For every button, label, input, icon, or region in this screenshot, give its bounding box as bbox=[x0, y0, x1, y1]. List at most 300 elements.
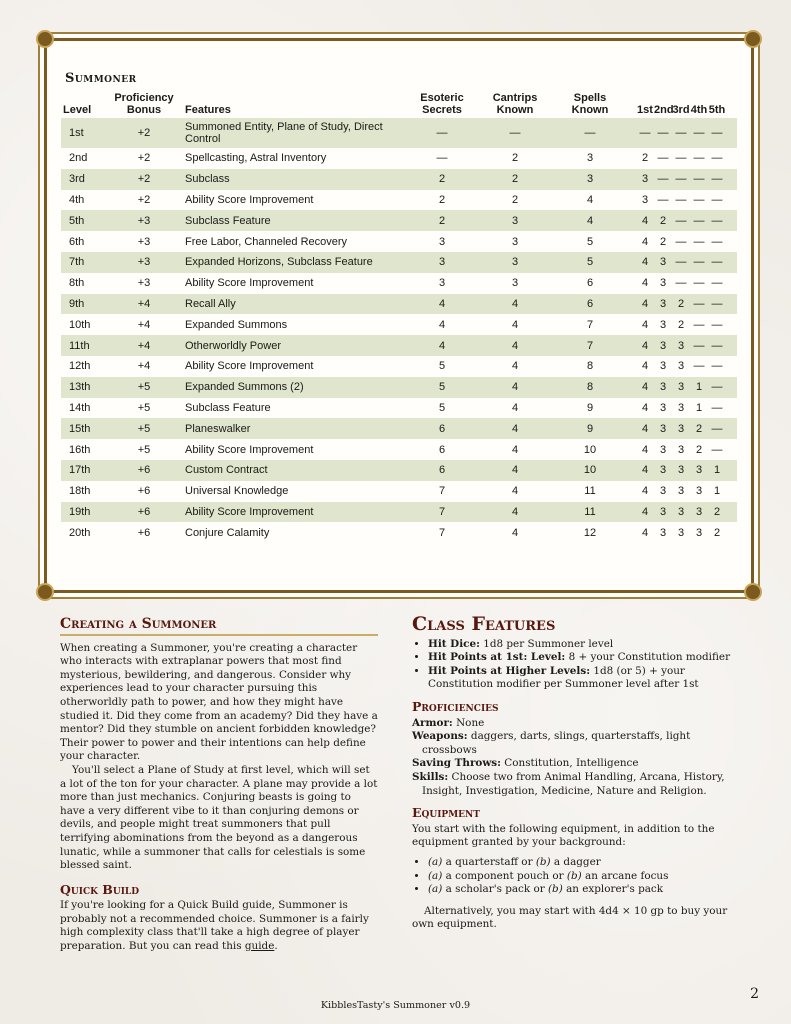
spell-slot-value: — bbox=[711, 256, 723, 269]
saving-throws-label: Saving Throws: bbox=[412, 757, 501, 770]
spell-slot-value: — bbox=[711, 235, 723, 248]
cell-level: 11th bbox=[69, 339, 90, 352]
spell-slot-value: 2 bbox=[659, 235, 667, 248]
spell-slot-value: — bbox=[711, 360, 723, 373]
spell-slot-value: 4 bbox=[641, 297, 649, 310]
creating-paragraph-1: When creating a Summoner, you're creating a character who interacts with extraplanar powers that most find mysterious, bewildering, and dangerous. Consider why experiences lead to your character pursuing this otherworldly path to power, and how they might have studied it. Did they come from an academy? Did they have a mentor? Did they stumble on ancient forbidden knowledge? Their power to power and their intentions can help define your character. bbox=[60, 641, 378, 763]
spell-slot-value: 4 bbox=[641, 464, 649, 477]
cell-spell-slots bbox=[625, 502, 737, 523]
frame-corner-ornament bbox=[36, 583, 54, 601]
cell-spells: 8 bbox=[586, 381, 594, 394]
cell-spells: 5 bbox=[586, 256, 594, 269]
spell-slot-value: — bbox=[675, 152, 687, 165]
spell-slot-value: 3 bbox=[677, 443, 685, 456]
header-slot: 5th bbox=[708, 104, 726, 116]
spell-slot-value: 3 bbox=[659, 277, 667, 290]
spell-slot-value: 3 bbox=[659, 360, 667, 373]
cell-features: Ability Score Improvement bbox=[185, 193, 314, 206]
cell-cantrips: 4 bbox=[511, 464, 519, 477]
cell-cantrips: — bbox=[509, 127, 521, 139]
cell-features: Subclass bbox=[185, 173, 230, 186]
spell-slot-value: — bbox=[657, 173, 669, 186]
option-a-text: a quarterstaff or bbox=[445, 855, 533, 868]
cell-level: 2nd bbox=[69, 152, 88, 165]
cell-spell-slots bbox=[625, 252, 737, 273]
spell-slot-value: — bbox=[711, 297, 723, 310]
armor-label: Armor: bbox=[412, 716, 453, 729]
spell-slot-value: 2 bbox=[695, 443, 703, 456]
cell-level: 12th bbox=[69, 360, 91, 373]
spell-slot-value: — bbox=[711, 127, 723, 139]
weapons-label: Weapons: bbox=[412, 730, 468, 743]
cell-spells: 6 bbox=[586, 297, 594, 310]
table-body bbox=[61, 118, 737, 543]
spell-slot-value: 2 bbox=[713, 526, 721, 539]
option-b-text: an arcane focus bbox=[585, 869, 669, 882]
hit-dice-label: Hit Dice: bbox=[428, 637, 480, 650]
table-row bbox=[61, 210, 737, 231]
cell-spells: 9 bbox=[586, 401, 594, 414]
cell-esoteric: 3 bbox=[438, 235, 446, 248]
cell-spells: 11 bbox=[584, 505, 596, 518]
spell-slot-value: — bbox=[675, 193, 687, 206]
spell-slot-value: 3 bbox=[677, 360, 685, 373]
table-row bbox=[61, 418, 737, 439]
spell-slot-value: 4 bbox=[641, 381, 649, 394]
cell-proficiency: +5 bbox=[137, 381, 151, 394]
spell-slot-value: — bbox=[693, 297, 705, 310]
equipment-list bbox=[412, 856, 732, 897]
cell-features: Subclass Feature bbox=[185, 401, 271, 414]
cell-spells: 3 bbox=[586, 173, 594, 186]
spell-slot-value: — bbox=[675, 173, 687, 186]
cell-level: 20th bbox=[69, 526, 91, 539]
guide-link[interactable]: guide bbox=[244, 940, 275, 953]
spell-slot-value: 3 bbox=[659, 505, 667, 518]
spell-slot-value: 1 bbox=[695, 381, 703, 394]
equipment-alternative: Alternatively, you may start with 4d4 × 10 gp to buy your own equipment. bbox=[412, 904, 728, 931]
cell-features: Planeswalker bbox=[185, 422, 251, 435]
cell-proficiency: +2 bbox=[137, 152, 151, 165]
header-slot: 3rd bbox=[672, 104, 690, 116]
cell-esoteric: 4 bbox=[438, 339, 446, 352]
hit-points-list bbox=[412, 638, 732, 692]
spell-slot-value: 3 bbox=[677, 422, 685, 435]
cell-spells: 10 bbox=[583, 443, 597, 456]
spell-slot-value: — bbox=[693, 318, 705, 331]
table-row bbox=[61, 314, 737, 335]
spell-slot-value: 4 bbox=[641, 318, 649, 331]
cell-cantrips: 4 bbox=[511, 297, 519, 310]
cell-features: Universal Knowledge bbox=[185, 485, 289, 498]
spell-slot-value: 3 bbox=[659, 485, 667, 498]
cell-esoteric: 2 bbox=[438, 173, 446, 186]
spell-slot-value: 4 bbox=[641, 339, 649, 352]
quick-build-paragraph bbox=[60, 899, 378, 953]
spell-slot-value: 4 bbox=[641, 256, 649, 269]
spell-slot-value: 2 bbox=[677, 297, 685, 310]
spell-slot-value: — bbox=[639, 127, 651, 139]
spell-slot-value: 3 bbox=[659, 256, 667, 269]
spell-slot-value: 4 bbox=[641, 526, 649, 539]
cell-level: 19th bbox=[69, 505, 91, 518]
cell-cantrips: 2 bbox=[511, 173, 519, 186]
cell-features: Ability Score Improvement bbox=[185, 277, 314, 290]
spell-slot-value: 1 bbox=[713, 485, 721, 498]
spell-slot-value: — bbox=[693, 277, 705, 290]
table-row bbox=[61, 231, 737, 252]
spell-slot-value: 3 bbox=[659, 339, 667, 352]
cell-level: 3rd bbox=[69, 173, 85, 186]
cell-spell-slots bbox=[625, 148, 737, 169]
cell-proficiency: +4 bbox=[137, 339, 151, 352]
quick-build-text: If you're looking for a Quick Build guide, Summoner is probably not a recommended choice. Summoner is a fairly high complexity class that'll take a high degree of player preparation. But you can read this bbox=[60, 899, 369, 953]
spell-slot-value: 3 bbox=[659, 526, 667, 539]
header-esoteric: Esoteric Secrets bbox=[420, 92, 464, 116]
cell-spells: 7 bbox=[586, 339, 594, 352]
cell-level: 8th bbox=[69, 277, 85, 290]
cell-cantrips: 4 bbox=[511, 381, 519, 394]
cell-spell-slots bbox=[625, 294, 737, 315]
page-footer: KibblesTasty's Summoner v0.9 bbox=[320, 1000, 471, 1011]
cell-cantrips: 3 bbox=[511, 214, 519, 227]
spell-slot-value: — bbox=[693, 214, 705, 227]
spell-slot-value: 3 bbox=[695, 464, 703, 477]
cell-spells: 11 bbox=[584, 485, 596, 498]
cell-features: Subclass Feature bbox=[185, 214, 271, 227]
cell-level: 6th bbox=[69, 235, 85, 248]
list-item bbox=[428, 638, 732, 652]
table-header-row bbox=[61, 92, 737, 118]
spell-slot-value: 3 bbox=[677, 401, 685, 414]
list-item bbox=[428, 870, 732, 884]
equipment-heading: Equipment bbox=[412, 805, 480, 821]
cell-level: 7th bbox=[69, 256, 85, 269]
saving-throws-line bbox=[412, 757, 732, 771]
table-row bbox=[61, 356, 737, 377]
spell-slot-value: — bbox=[693, 256, 705, 269]
cell-proficiency: +4 bbox=[137, 360, 151, 373]
cell-esoteric: 3 bbox=[438, 256, 446, 269]
cell-spell-slots bbox=[625, 418, 737, 439]
class-features-heading: Class Features bbox=[412, 613, 556, 635]
cell-spell-slots bbox=[625, 439, 737, 460]
cell-cantrips: 4 bbox=[511, 505, 519, 518]
spell-slot-value: 3 bbox=[659, 443, 667, 456]
option-b: (b) bbox=[535, 855, 551, 868]
cell-level: 16th bbox=[69, 443, 91, 456]
cell-cantrips: 3 bbox=[511, 277, 519, 290]
summoner-class-table bbox=[61, 92, 737, 543]
option-a-text: a component pouch or bbox=[445, 869, 564, 882]
frame-corner-ornament bbox=[744, 30, 762, 48]
quick-build-end: . bbox=[274, 940, 278, 953]
cell-cantrips: 4 bbox=[511, 443, 519, 456]
spell-slot-value: — bbox=[675, 214, 687, 227]
right-column bbox=[412, 613, 732, 932]
spell-slot-value: — bbox=[675, 235, 687, 248]
header-slot: 1st bbox=[637, 104, 653, 116]
spell-slot-value: 4 bbox=[641, 360, 649, 373]
spell-slot-value: 3 bbox=[695, 485, 703, 498]
proficiencies-heading: Proficiencies bbox=[412, 698, 499, 714]
cell-features: Custom Contract bbox=[185, 464, 268, 477]
spell-slot-value: 3 bbox=[659, 464, 667, 477]
cell-cantrips: 4 bbox=[511, 422, 519, 435]
cell-spell-slots bbox=[625, 169, 737, 190]
hp-first-level-value: 8 + your Constitution modifier bbox=[568, 651, 731, 664]
cell-esoteric: 3 bbox=[438, 277, 446, 290]
spell-slot-value: 3 bbox=[659, 318, 667, 331]
cell-esoteric: 6 bbox=[438, 464, 446, 477]
option-a: (a) bbox=[428, 855, 443, 868]
cell-level: 5th bbox=[69, 214, 85, 227]
spell-slot-value: 4 bbox=[641, 422, 649, 435]
cell-level: 10th bbox=[69, 318, 91, 331]
class-table-frame bbox=[44, 38, 754, 593]
cell-spell-slots bbox=[625, 398, 737, 419]
cell-features: Ability Score Improvement bbox=[185, 505, 314, 518]
cell-esoteric: 7 bbox=[438, 505, 446, 518]
cell-features: Conjure Calamity bbox=[185, 526, 270, 539]
cell-level: 4th bbox=[69, 193, 85, 206]
cell-proficiency: +2 bbox=[137, 127, 151, 139]
cell-level: 9th bbox=[69, 297, 85, 310]
spell-slot-value: — bbox=[711, 193, 723, 206]
table-row bbox=[61, 118, 737, 148]
cell-esoteric: 5 bbox=[438, 401, 446, 414]
cell-spells: 9 bbox=[586, 422, 594, 435]
list-item bbox=[428, 856, 732, 870]
spell-slot-value: 3 bbox=[677, 381, 685, 394]
cell-proficiency: +5 bbox=[137, 422, 151, 435]
list-item bbox=[428, 651, 732, 665]
cell-esoteric: 7 bbox=[438, 526, 446, 539]
header-proficiency: Proficiency Bonus bbox=[114, 92, 174, 116]
option-a-text: a scholar's pack or bbox=[445, 883, 545, 896]
option-a: (a) bbox=[428, 869, 443, 882]
cell-proficiency: +4 bbox=[137, 297, 151, 310]
table-row bbox=[61, 481, 737, 502]
spell-slot-value: 2 bbox=[695, 422, 703, 435]
option-b-text: an explorer's pack bbox=[566, 883, 664, 896]
frame-corner-ornament bbox=[36, 30, 54, 48]
spell-slot-value: 4 bbox=[641, 401, 649, 414]
list-item bbox=[428, 665, 732, 692]
spell-slot-value: — bbox=[693, 127, 705, 139]
cell-spells: 4 bbox=[586, 214, 594, 227]
spell-slot-value: 3 bbox=[677, 505, 685, 518]
cell-esoteric: 4 bbox=[438, 318, 446, 331]
skills-value: Choose two from Animal Handling, Arcana, History, Insight, Investigation, Medicine, Nature and Religion. bbox=[422, 770, 725, 797]
spell-slot-value: 3 bbox=[659, 381, 667, 394]
cell-spell-slots bbox=[625, 335, 737, 356]
cell-level: 13th bbox=[69, 381, 91, 394]
hp-higher-levels-label: Hit Points at Higher Levels: bbox=[428, 664, 591, 677]
page-number: 2 bbox=[750, 986, 759, 1002]
cell-spell-slots bbox=[625, 522, 737, 543]
cell-spells: 7 bbox=[586, 318, 594, 331]
spell-slot-value: 2 bbox=[713, 505, 721, 518]
cell-features: Spellcasting, Astral Inventory bbox=[185, 152, 327, 165]
spell-slot-value: — bbox=[711, 277, 723, 290]
cell-proficiency: +4 bbox=[137, 318, 151, 331]
list-item bbox=[428, 883, 732, 897]
spell-slot-value: 4 bbox=[641, 505, 649, 518]
hp-first-level-label: Hit Points at 1st: Level: bbox=[428, 651, 566, 664]
cell-proficiency: +3 bbox=[137, 214, 151, 227]
spell-slot-value: 3 bbox=[695, 505, 703, 518]
cell-esoteric: 4 bbox=[438, 297, 446, 310]
spell-slot-value: — bbox=[711, 422, 723, 435]
cell-proficiency: +6 bbox=[137, 464, 151, 477]
cell-proficiency: +5 bbox=[137, 443, 151, 456]
header-slot: 4th bbox=[690, 104, 708, 116]
cell-cantrips: 3 bbox=[511, 256, 519, 269]
table-row bbox=[61, 335, 737, 356]
cell-cantrips: 3 bbox=[511, 235, 519, 248]
cell-spell-slots bbox=[625, 314, 737, 335]
cell-spell-slots bbox=[625, 210, 737, 231]
weapons-value: daggers, darts, slings, quarterstaffs, light crossbows bbox=[422, 730, 691, 756]
option-b: (b) bbox=[566, 869, 582, 882]
cell-level: 14th bbox=[69, 401, 91, 414]
header-cantrips: Cantrips Known bbox=[492, 92, 538, 116]
skills-line bbox=[412, 771, 732, 798]
cell-spell-slots bbox=[625, 356, 737, 377]
spell-slot-value: 4 bbox=[641, 235, 649, 248]
option-b: (b) bbox=[548, 883, 563, 896]
option-b-text: a dagger bbox=[553, 855, 601, 868]
spell-slot-value: 4 bbox=[641, 443, 649, 456]
table-row bbox=[61, 502, 737, 523]
cell-level: 15th bbox=[69, 422, 91, 435]
cell-cantrips: 4 bbox=[511, 485, 519, 498]
spell-slot-value: — bbox=[693, 339, 705, 352]
cell-features: Summoned Entity, Plane of Study, Direct Control bbox=[185, 121, 383, 145]
spell-slot-value: 3 bbox=[659, 401, 667, 414]
armor-value: None bbox=[456, 716, 485, 729]
cell-cantrips: 4 bbox=[511, 339, 519, 352]
spell-slot-value: — bbox=[711, 443, 723, 456]
cell-spells: 5 bbox=[586, 235, 594, 248]
cell-proficiency: +3 bbox=[137, 277, 151, 290]
cell-esoteric: 2 bbox=[438, 214, 446, 227]
cell-spells: 8 bbox=[586, 360, 594, 373]
cell-proficiency: +5 bbox=[137, 401, 151, 414]
spell-slot-value: — bbox=[657, 193, 669, 206]
table-row bbox=[61, 190, 737, 211]
cell-spells: 4 bbox=[586, 193, 594, 206]
cell-spells: 10 bbox=[583, 464, 597, 477]
spell-slot-value: 1 bbox=[695, 401, 703, 414]
cell-proficiency: +6 bbox=[137, 485, 151, 498]
cell-spells: 3 bbox=[586, 152, 594, 165]
spell-slot-value: — bbox=[711, 152, 723, 165]
spell-slot-value: — bbox=[693, 193, 705, 206]
spell-slot-value: — bbox=[657, 152, 669, 165]
cell-spells: — bbox=[584, 127, 596, 139]
cell-spell-slots bbox=[625, 377, 737, 398]
spell-slot-value: 3 bbox=[695, 526, 703, 539]
spell-slot-value: — bbox=[693, 152, 705, 165]
left-column bbox=[60, 618, 378, 954]
spell-slot-value: 3 bbox=[641, 193, 649, 206]
cell-features: Free Labor, Channeled Recovery bbox=[185, 235, 348, 248]
cell-spell-slots bbox=[625, 481, 737, 502]
cell-proficiency: +2 bbox=[137, 193, 151, 206]
cell-features: Expanded Summons bbox=[185, 318, 288, 331]
spell-slot-value: — bbox=[693, 235, 705, 248]
header-spells: Spells Known bbox=[571, 92, 609, 116]
spell-slot-value: 4 bbox=[641, 214, 649, 227]
cell-features: Expanded Summons (2) bbox=[185, 381, 304, 394]
spell-slot-value: — bbox=[693, 173, 705, 186]
spell-slot-value: — bbox=[675, 277, 687, 290]
spell-slot-value: — bbox=[711, 381, 723, 394]
cell-cantrips: 2 bbox=[511, 152, 519, 165]
cell-spell-slots bbox=[625, 231, 737, 252]
cell-spells: 6 bbox=[586, 277, 594, 290]
table-row bbox=[61, 522, 737, 543]
cell-proficiency: +3 bbox=[137, 235, 151, 248]
hp-higher-levels-value: 1d8 (or 5) + your Constitution modifier per Summoner level after 1st bbox=[428, 664, 699, 691]
cell-esoteric: — bbox=[436, 152, 448, 165]
cell-cantrips: 4 bbox=[511, 360, 519, 373]
spell-slot-value: — bbox=[711, 401, 723, 414]
spell-slot-value: 3 bbox=[677, 339, 685, 352]
header-level: Level bbox=[63, 104, 92, 116]
cell-spells: 12 bbox=[583, 526, 597, 539]
table-title: Summoner bbox=[65, 71, 137, 86]
cell-spell-slots bbox=[625, 190, 737, 211]
cell-level: 1st bbox=[69, 127, 84, 139]
weapons-line bbox=[412, 730, 732, 757]
cell-proficiency: +6 bbox=[137, 505, 151, 518]
header-slot: 2nd bbox=[654, 104, 674, 116]
spell-slot-value: 1 bbox=[713, 464, 721, 477]
spell-slot-value: — bbox=[657, 127, 669, 139]
spell-slot-value: — bbox=[711, 214, 723, 227]
header-spell-slots bbox=[625, 92, 737, 118]
cell-esoteric: 6 bbox=[438, 422, 446, 435]
creating-summoner-heading: Creating a Summoner bbox=[60, 618, 378, 636]
spell-slot-value: 2 bbox=[677, 318, 685, 331]
cell-esoteric: — bbox=[436, 127, 448, 139]
table-row bbox=[61, 294, 737, 315]
armor-line bbox=[412, 717, 732, 731]
spell-slot-value: 4 bbox=[641, 485, 649, 498]
frame-corner-ornament bbox=[744, 583, 762, 601]
quick-build-heading: Quick Build bbox=[60, 881, 140, 897]
cell-spell-slots bbox=[625, 118, 737, 148]
spell-slot-value: 3 bbox=[641, 173, 649, 186]
cell-features: Expanded Horizons, Subclass Feature bbox=[185, 256, 373, 269]
cell-features: Ability Score Improvement bbox=[185, 443, 314, 456]
cell-level: 18th bbox=[69, 485, 91, 498]
spell-slot-value: 4 bbox=[641, 277, 649, 290]
cell-proficiency: +2 bbox=[137, 173, 151, 186]
spell-slot-value: 3 bbox=[659, 422, 667, 435]
cell-esoteric: 5 bbox=[438, 381, 446, 394]
table-row bbox=[61, 439, 737, 460]
table-row bbox=[61, 273, 737, 294]
saving-throws-value: Constitution, Intelligence bbox=[504, 757, 639, 770]
spell-slot-value: — bbox=[675, 256, 687, 269]
cell-cantrips: 4 bbox=[511, 318, 519, 331]
spell-slot-value: — bbox=[675, 127, 687, 139]
cell-esoteric: 6 bbox=[438, 443, 446, 456]
